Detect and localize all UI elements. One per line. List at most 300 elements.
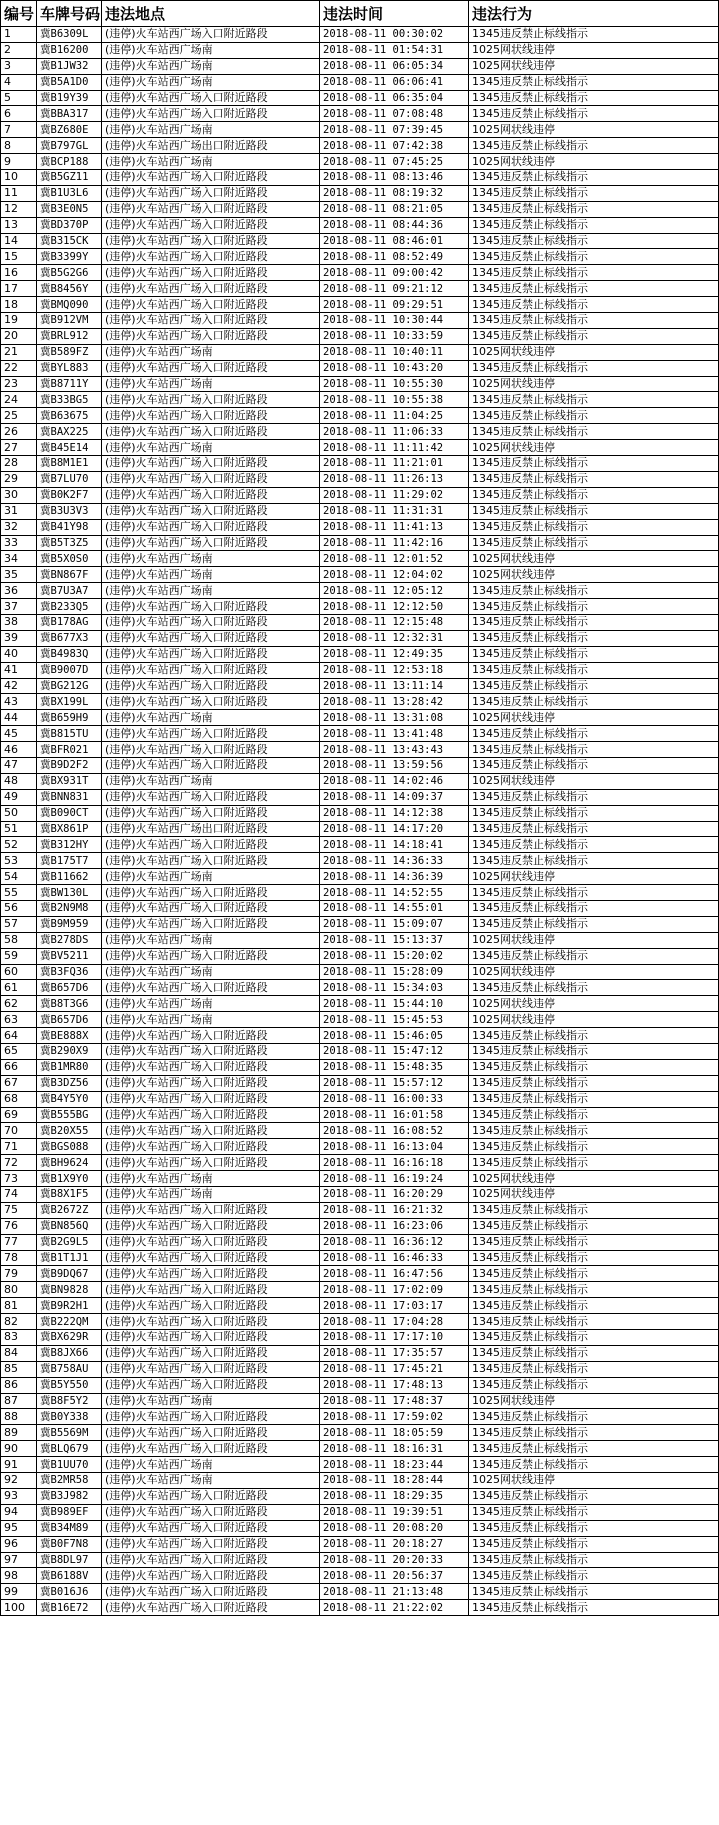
cell-number: 40 [1,646,37,662]
table-row [1,614,719,630]
cell-location: (违停)火车站西广场入口附近路段 [102,1409,320,1425]
cell-violation: 1345违反禁止标线指示 [469,583,719,599]
cell-plate: 冀B8F5Y2 [37,1393,102,1409]
table-row [1,185,719,201]
cell-plate: 冀BG212G [37,678,102,694]
cell-time: 2018-08-11 00:30:02 [320,27,469,43]
cell-number: 73 [1,1171,37,1187]
table-row [1,328,719,344]
cell-location: (违停)火车站西广场入口附近路段 [102,217,320,233]
cell-violation: 1345违反禁止标线指示 [469,1584,719,1600]
cell-time: 2018-08-11 16:01:58 [320,1107,469,1123]
cell-plate: 冀B1MR80 [37,1059,102,1075]
cell-plate: 冀B659H9 [37,710,102,726]
cell-violation: 1345违反禁止标线指示 [469,328,719,344]
cell-number: 33 [1,535,37,551]
cell-location: (违停)火车站西广场入口附近路段 [102,1218,320,1234]
cell-location: (违停)火车站西广场入口附近路段 [102,900,320,916]
cell-location: (违停)火车站西广场入口附近路段 [102,392,320,408]
cell-number: 74 [1,1187,37,1203]
cell-violation: 1025网状线违停 [469,932,719,948]
cell-plate: 冀B315CK [37,233,102,249]
cell-plate: 冀BN9828 [37,1282,102,1298]
cell-time: 2018-08-11 14:36:33 [320,853,469,869]
cell-violation: 1025网状线违停 [469,1473,719,1489]
cell-location: (违停)火车站西广场入口附近路段 [102,1488,320,1504]
cell-number: 42 [1,678,37,694]
cell-plate: 冀B9DQ67 [37,1266,102,1282]
cell-plate: 冀B657D6 [37,980,102,996]
cell-number: 71 [1,1139,37,1155]
cell-number: 25 [1,408,37,424]
cell-number: 67 [1,1075,37,1091]
cell-plate: 冀B2672Z [37,1202,102,1218]
column-header-time: 违法时间 [320,1,469,27]
cell-plate: 冀BW130L [37,885,102,901]
cell-time: 2018-08-11 17:17:10 [320,1330,469,1346]
cell-location: (违停)火车站西广场入口附近路段 [102,742,320,758]
cell-violation: 1345违反禁止标线指示 [469,1250,719,1266]
cell-number: 36 [1,583,37,599]
table-row [1,916,719,932]
cell-number: 70 [1,1123,37,1139]
cell-time: 2018-08-11 17:48:37 [320,1393,469,1409]
cell-number: 77 [1,1234,37,1250]
cell-plate: 冀B19Y39 [37,90,102,106]
table-row [1,74,719,90]
cell-time: 2018-08-11 12:05:12 [320,583,469,599]
table-row [1,869,719,885]
table-row [1,678,719,694]
cell-time: 2018-08-11 15:57:12 [320,1075,469,1091]
cell-time: 2018-08-11 11:42:16 [320,535,469,551]
cell-location: (违停)火车站西广场入口附近路段 [102,1059,320,1075]
cell-time: 2018-08-11 13:43:43 [320,742,469,758]
table-row [1,1218,719,1234]
cell-number: 76 [1,1218,37,1234]
cell-number: 56 [1,900,37,916]
cell-number: 20 [1,328,37,344]
cell-time: 2018-08-11 11:26:13 [320,471,469,487]
cell-time: 2018-08-11 17:04:28 [320,1314,469,1330]
cell-violation: 1345违反禁止标线指示 [469,1361,719,1377]
table-row [1,42,719,58]
cell-number: 85 [1,1361,37,1377]
cell-location: (违停)火车站西广场入口附近路段 [102,185,320,201]
cell-number: 19 [1,313,37,329]
table-header [1,1,719,27]
cell-number: 75 [1,1202,37,1218]
cell-plate: 冀BX199L [37,694,102,710]
cell-violation: 1345违反禁止标线指示 [469,519,719,535]
cell-number: 60 [1,964,37,980]
cell-location: (违停)火车站西广场南 [102,122,320,138]
cell-location: (违停)火车站西广场入口附近路段 [102,1123,320,1139]
cell-number: 90 [1,1441,37,1457]
cell-plate: 冀B8X1F5 [37,1187,102,1203]
table-row [1,1504,719,1520]
cell-violation: 1345违反禁止标线指示 [469,662,719,678]
cell-violation: 1345违反禁止标线指示 [469,599,719,615]
cell-plate: 冀B5A1D0 [37,74,102,90]
cell-location: (违停)火车站西广场入口附近路段 [102,726,320,742]
cell-number: 100 [1,1600,37,1616]
cell-plate: 冀B8711Y [37,376,102,392]
cell-plate: 冀B3FQ36 [37,964,102,980]
cell-location: (违停)火车站西广场入口附近路段 [102,1314,320,1330]
table-row [1,440,719,456]
cell-location: (违停)火车站西广场入口附近路段 [102,1441,320,1457]
cell-plate: 冀B45E14 [37,440,102,456]
cell-location: (违停)火车站西广场入口附近路段 [102,1568,320,1584]
cell-location: (违停)火车站西广场入口附近路段 [102,1520,320,1536]
cell-time: 2018-08-11 13:31:08 [320,710,469,726]
cell-violation: 1345违反禁止标线指示 [469,614,719,630]
cell-violation: 1345违反禁止标线指示 [469,106,719,122]
table-row [1,1488,719,1504]
cell-violation: 1345违反禁止标线指示 [469,742,719,758]
cell-number: 80 [1,1282,37,1298]
cell-time: 2018-08-11 10:40:11 [320,344,469,360]
cell-number: 17 [1,281,37,297]
table-row [1,742,719,758]
table-row [1,217,719,233]
table-row [1,789,719,805]
cell-number: 6 [1,106,37,122]
cell-plate: 冀B8456Y [37,281,102,297]
cell-location: (违停)火车站西广场入口附近路段 [102,1234,320,1250]
cell-time: 2018-08-11 09:00:42 [320,265,469,281]
cell-location: (违停)火车站西广场南 [102,344,320,360]
cell-number: 1 [1,27,37,43]
cell-violation: 1345违反禁止标线指示 [469,821,719,837]
cell-location: (违停)火车站西广场南 [102,1393,320,1409]
cell-location: (违停)火车站西广场入口附近路段 [102,519,320,535]
cell-location: (违停)火车站西广场入口附近路段 [102,948,320,964]
cell-plate: 冀B3E0N5 [37,201,102,217]
cell-violation: 1345违反禁止标线指示 [469,1282,719,1298]
table-row [1,948,719,964]
cell-plate: 冀BCP188 [37,154,102,170]
cell-violation: 1345违反禁止标线指示 [469,1409,719,1425]
table-row [1,1202,719,1218]
cell-plate: 冀B8M1E1 [37,456,102,472]
cell-number: 4 [1,74,37,90]
table-row [1,519,719,535]
cell-plate: 冀B589FZ [37,344,102,360]
cell-plate: 冀BBA317 [37,106,102,122]
cell-time: 2018-08-11 10:55:38 [320,392,469,408]
cell-violation: 1345违反禁止标线指示 [469,1155,719,1171]
table-row [1,599,719,615]
cell-time: 2018-08-11 12:49:35 [320,646,469,662]
cell-number: 86 [1,1377,37,1393]
cell-plate: 冀BFR021 [37,742,102,758]
cell-number: 27 [1,440,37,456]
cell-time: 2018-08-11 18:28:44 [320,1473,469,1489]
cell-violation: 1345违反禁止标线指示 [469,1075,719,1091]
table-row [1,1044,719,1060]
cell-time: 2018-08-11 09:21:12 [320,281,469,297]
cell-location: (违停)火车站西广场南 [102,1187,320,1203]
table-row [1,646,719,662]
cell-time: 2018-08-11 15:34:03 [320,980,469,996]
cell-location: (违停)火车站西广场入口附近路段 [102,90,320,106]
cell-number: 34 [1,551,37,567]
cell-time: 2018-08-11 16:47:56 [320,1266,469,1282]
cell-plate: 冀B16200 [37,42,102,58]
cell-number: 30 [1,487,37,503]
cell-plate: 冀B2MR58 [37,1473,102,1489]
cell-location: (违停)火车站西广场出口附近路段 [102,138,320,154]
cell-violation: 1345违反禁止标线指示 [469,297,719,313]
cell-number: 99 [1,1584,37,1600]
column-header-violation: 违法行为 [469,1,719,27]
table-row [1,932,719,948]
cell-plate: 冀B5G2G6 [37,265,102,281]
table-row [1,424,719,440]
table-row [1,980,719,996]
cell-time: 2018-08-11 17:03:17 [320,1298,469,1314]
cell-violation: 1345违反禁止标线指示 [469,1314,719,1330]
cell-time: 2018-08-11 11:31:31 [320,503,469,519]
cell-number: 59 [1,948,37,964]
cell-time: 2018-08-11 13:11:14 [320,678,469,694]
table-row [1,170,719,186]
cell-time: 2018-08-11 13:41:48 [320,726,469,742]
cell-time: 2018-08-11 15:44:10 [320,996,469,1012]
cell-location: (违停)火车站西广场入口附近路段 [102,1536,320,1552]
cell-location: (违停)火车站西广场入口附近路段 [102,106,320,122]
table-row [1,154,719,170]
cell-number: 72 [1,1155,37,1171]
table-row [1,344,719,360]
cell-violation: 1345违反禁止标线指示 [469,456,719,472]
cell-violation: 1345违反禁止标线指示 [469,1600,719,1616]
cell-violation: 1345违反禁止标线指示 [469,1504,719,1520]
cell-plate: 冀BD370P [37,217,102,233]
cell-plate: 冀B34M89 [37,1520,102,1536]
cell-number: 45 [1,726,37,742]
cell-location: (违停)火车站西广场入口附近路段 [102,265,320,281]
cell-violation: 1345违反禁止标线指示 [469,535,719,551]
cell-violation: 1345违反禁止标线指示 [469,249,719,265]
cell-location: (违停)火车站西广场入口附近路段 [102,678,320,694]
table-row [1,1314,719,1330]
cell-time: 2018-08-11 14:12:38 [320,805,469,821]
cell-number: 97 [1,1552,37,1568]
cell-violation: 1345违反禁止标线指示 [469,487,719,503]
cell-number: 24 [1,392,37,408]
cell-plate: 冀B3U3V3 [37,503,102,519]
header-row [1,1,719,27]
cell-location: (违停)火车站西广场南 [102,376,320,392]
cell-violation: 1025网状线违停 [469,567,719,583]
cell-violation: 1345违反禁止标线指示 [469,694,719,710]
cell-time: 2018-08-11 10:33:59 [320,328,469,344]
cell-violation: 1345违反禁止标线指示 [469,471,719,487]
cell-location: (违停)火车站西广场入口附近路段 [102,1345,320,1361]
table-row [1,1552,719,1568]
cell-number: 64 [1,1028,37,1044]
cell-number: 31 [1,503,37,519]
cell-number: 58 [1,932,37,948]
table-row [1,885,719,901]
cell-violation: 1025网状线违停 [469,440,719,456]
table-row [1,1568,719,1584]
cell-time: 2018-08-11 12:12:50 [320,599,469,615]
cell-plate: 冀B4983Q [37,646,102,662]
cell-number: 57 [1,916,37,932]
cell-time: 2018-08-11 18:23:44 [320,1457,469,1473]
cell-location: (违停)火车站西广场入口附近路段 [102,1552,320,1568]
cell-violation: 1345违反禁止标线指示 [469,948,719,964]
cell-location: (违停)火车站西广场入口附近路段 [102,694,320,710]
cell-violation: 1345违反禁止标线指示 [469,201,719,217]
cell-location: (违停)火车站西广场入口附近路段 [102,885,320,901]
table-row [1,1155,719,1171]
table-row [1,1457,719,1473]
cell-violation: 1025网状线违停 [469,344,719,360]
cell-number: 94 [1,1504,37,1520]
cell-location: (违停)火车站西广场入口附近路段 [102,853,320,869]
cell-number: 92 [1,1473,37,1489]
cell-violation: 1345违反禁止标线指示 [469,1298,719,1314]
cell-plate: 冀B1UU70 [37,1457,102,1473]
cell-violation: 1345违反禁止标线指示 [469,1059,719,1075]
cell-violation: 1345违反禁止标线指示 [469,1425,719,1441]
cell-violation: 1345违反禁止标线指示 [469,265,719,281]
table-row [1,106,719,122]
table-row [1,1536,719,1552]
table-row [1,487,719,503]
cell-time: 2018-08-11 14:09:37 [320,789,469,805]
cell-location: (违停)火车站西广场入口附近路段 [102,789,320,805]
cell-plate: 冀B6188V [37,1568,102,1584]
cell-plate: 冀B312HY [37,837,102,853]
cell-violation: 1345违反禁止标线指示 [469,1028,719,1044]
cell-time: 2018-08-11 09:29:51 [320,297,469,313]
cell-violation: 1025网状线违停 [469,1393,719,1409]
table-row [1,1250,719,1266]
cell-location: (违停)火车站西广场入口附近路段 [102,980,320,996]
table-row [1,662,719,678]
cell-plate: 冀B7U3A7 [37,583,102,599]
cell-number: 18 [1,297,37,313]
cell-plate: 冀B4Y5Y0 [37,1091,102,1107]
cell-number: 43 [1,694,37,710]
cell-plate: 冀B9D2F2 [37,757,102,773]
cell-violation: 1345违反禁止标线指示 [469,980,719,996]
cell-violation: 1345违反禁止标线指示 [469,424,719,440]
cell-violation: 1345违反禁止标线指示 [469,757,719,773]
cell-violation: 1345违反禁止标线指示 [469,1091,719,1107]
cell-time: 2018-08-11 17:59:02 [320,1409,469,1425]
cell-location: (违停)火车站西广场入口附近路段 [102,503,320,519]
cell-location: (违停)火车站西广场南 [102,440,320,456]
cell-number: 88 [1,1409,37,1425]
cell-location: (违停)火车站西广场入口附近路段 [102,805,320,821]
cell-location: (违停)火车站西广场入口附近路段 [102,249,320,265]
cell-plate: 冀B2G9L5 [37,1234,102,1250]
cell-plate: 冀B233Q5 [37,599,102,615]
cell-time: 2018-08-11 08:21:05 [320,201,469,217]
table-row [1,58,719,74]
cell-violation: 1345违反禁止标线指示 [469,74,719,90]
cell-location: (违停)火车站西广场入口附近路段 [102,1584,320,1600]
cell-number: 93 [1,1488,37,1504]
table-row [1,1345,719,1361]
cell-location: (违停)火车站西广场入口附近路段 [102,1282,320,1298]
table-row [1,551,719,567]
cell-time: 2018-08-11 06:06:41 [320,74,469,90]
table-row [1,201,719,217]
cell-number: 49 [1,789,37,805]
cell-time: 2018-08-11 07:39:45 [320,122,469,138]
table-row [1,392,719,408]
table-row [1,1600,719,1616]
cell-time: 2018-08-11 17:02:09 [320,1282,469,1298]
cell-location: (违停)火车站西广场入口附近路段 [102,1266,320,1282]
cell-plate: 冀B178AG [37,614,102,630]
cell-time: 2018-08-11 15:13:37 [320,932,469,948]
cell-number: 37 [1,599,37,615]
cell-time: 2018-08-11 12:04:02 [320,567,469,583]
cell-plate: 冀BLQ679 [37,1441,102,1457]
cell-violation: 1345违反禁止标线指示 [469,360,719,376]
cell-plate: 冀BNN831 [37,789,102,805]
cell-time: 2018-08-11 10:30:44 [320,313,469,329]
cell-location: (违停)火车站西广场入口附近路段 [102,662,320,678]
cell-number: 8 [1,138,37,154]
cell-violation: 1345违反禁止标线指示 [469,233,719,249]
cell-plate: 冀BRL912 [37,328,102,344]
table-row [1,1059,719,1075]
table-row [1,408,719,424]
cell-location: (违停)火车站西广场入口附近路段 [102,297,320,313]
cell-number: 69 [1,1107,37,1123]
cell-number: 7 [1,122,37,138]
cell-violation: 1025网状线违停 [469,710,719,726]
table-row [1,996,719,1012]
cell-number: 98 [1,1568,37,1584]
cell-number: 28 [1,456,37,472]
cell-number: 35 [1,567,37,583]
table-row [1,1139,719,1155]
cell-violation: 1025网状线违停 [469,773,719,789]
table-row [1,1584,719,1600]
cell-time: 2018-08-11 20:56:37 [320,1568,469,1584]
cell-plate: 冀B8DL97 [37,1552,102,1568]
cell-time: 2018-08-11 16:20:29 [320,1187,469,1203]
table-row [1,249,719,265]
cell-location: (违停)火车站西广场入口附近路段 [102,1330,320,1346]
table-row [1,535,719,551]
cell-violation: 1345违反禁止标线指示 [469,408,719,424]
cell-plate: 冀B6309L [37,27,102,43]
cell-violation: 1345违反禁止标线指示 [469,392,719,408]
cell-violation: 1345违反禁止标线指示 [469,726,719,742]
cell-time: 2018-08-11 21:13:48 [320,1584,469,1600]
cell-plate: 冀B758AU [37,1361,102,1377]
cell-number: 52 [1,837,37,853]
table-row [1,757,719,773]
cell-plate: 冀B8JX66 [37,1345,102,1361]
cell-plate: 冀B1T1J1 [37,1250,102,1266]
cell-number: 84 [1,1345,37,1361]
cell-plate: 冀B20X55 [37,1123,102,1139]
table-row [1,1234,719,1250]
